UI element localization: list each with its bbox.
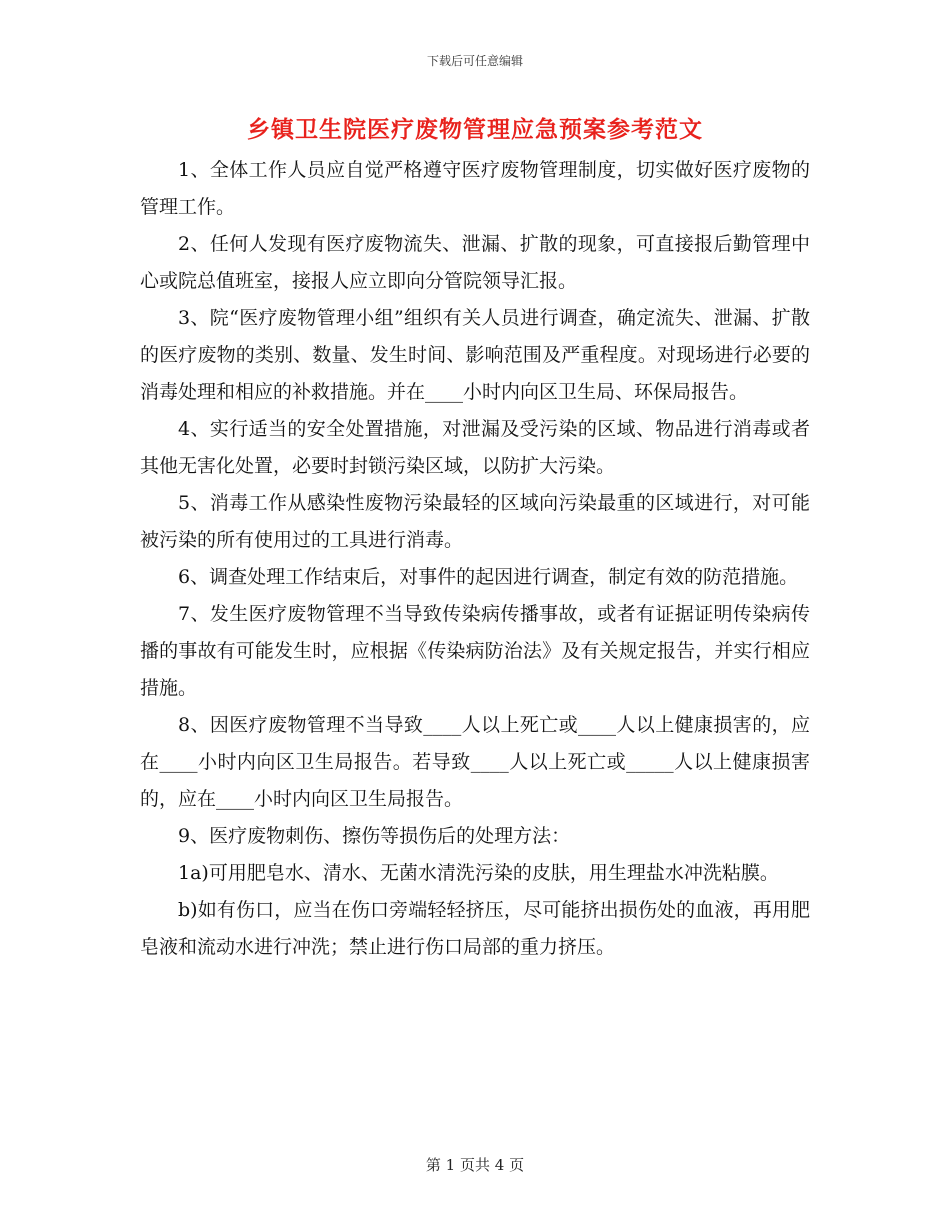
- document-body: [140, 152, 810, 966]
- paragraph-5: 5、消毒工作从感染性废物污染最轻的区域向污染最重的区域进行，对可能被污染的所有使用过的工具进行消毒。: [140, 492, 810, 551]
- paragraph-9: 9、医疗废物刺伤、擦伤等损伤后的处理方法：: [178, 825, 571, 847]
- page-number: 第 1 页共 4 页: [425, 1156, 525, 1174]
- paragraph-4: 4、实行适当的安全处置措施，对泄漏及受污染的区域、物品进行消毒或者其他无害化处置，必要时封锁污染区域，以防扩大污染。: [140, 418, 810, 477]
- paragraph-7: 7、发生医疗废物管理不当导致传染病传播事故，或者有证据证明传染病传播的事故有可能发生时，应根据《传染病防治法》及有关规定报告，并实行相应措施。: [140, 603, 810, 699]
- paragraph-9a: 1a)可用肥皂水、清水、无菌水清洗污染的皮肤，用生理盐水冲洗粘膜。: [178, 862, 779, 884]
- paragraph-2: 2、任何人发现有医疗废物流失、泄漏、扩散的现象，可直接报后勤管理中心或院总值班室，接报人应立即向分管院领导汇报。: [140, 233, 810, 292]
- page-header-note: 下载后可任意编辑: [426, 54, 523, 68]
- paragraph-3: 3、院“医疗废物管理小组”组织有关人员进行调查，确定流失、泄漏、扩散的医疗废物的类别、数量、发生时间、影响范围及严重程度。对现场进行必要的消毒处理和相应的补救措施。并在____小时内向区卫生局、环保局报告。: [140, 307, 810, 403]
- paragraph-1: 1、全体工作人员应自觉严格遵守医疗废物管理制度，切实做好医疗废物的管理工作。: [140, 159, 810, 218]
- paragraph-8: 8、因医疗废物管理不当导致____人以上死亡或____人以上健康损害的，应在____小时内向区卫生局报告。若导致____人以上死亡或_____人以上健康损害的，应在____小时内向区卫生局报告。: [140, 714, 810, 810]
- paragraph-9b: b)如有伤口，应当在伤口旁端轻轻挤压，尽可能挤出损伤处的血液，再用肥皂液和流动水进行冲洗；禁止进行伤口局部的重力挤压。: [140, 899, 810, 958]
- document-title: 乡镇卫生院医疗废物管理应急预案参考范文: [247, 116, 703, 143]
- paragraph-6: 6、调查处理工作结束后，对事件的起因进行调查，制定有效的防范措施。: [178, 566, 799, 588]
